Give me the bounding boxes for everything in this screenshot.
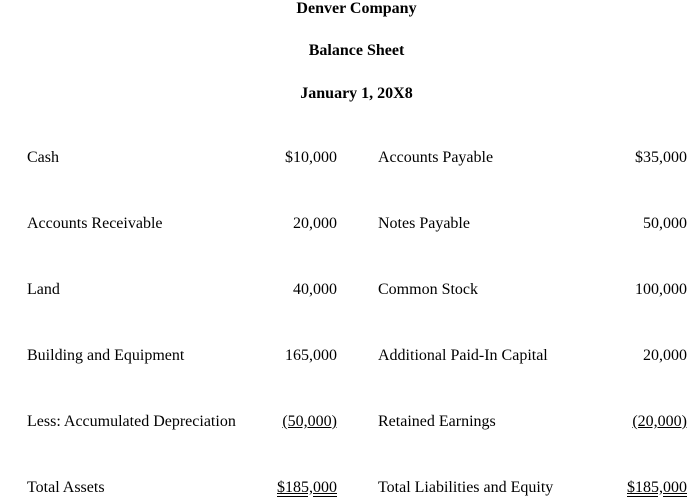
balance-row-totals — [0, 478, 689, 498]
balance-row-land — [0, 280, 689, 300]
liability-amount: $35,000 — [635, 149, 687, 166]
asset-amount: 165,000 — [285, 347, 337, 364]
total-liabilities-equity-amount: $185,000 — [627, 479, 687, 496]
liability-label: Additional Paid-In Capital — [378, 347, 548, 364]
asset-amount: (50,000) — [282, 413, 337, 430]
asset-amount: $10,000 — [285, 149, 337, 166]
balance-row-receivables — [0, 214, 689, 234]
liability-label: Notes Payable — [378, 215, 470, 232]
balance-row-building — [0, 346, 689, 366]
liability-label: Retained Earnings — [378, 413, 496, 430]
asset-amount: 40,000 — [293, 281, 337, 298]
liability-amount: (20,000) — [632, 413, 687, 430]
liability-amount: 50,000 — [643, 215, 687, 232]
asset-label: Land — [27, 281, 60, 298]
asset-amount: 20,000 — [293, 215, 337, 232]
total-assets-amount: $185,000 — [277, 479, 337, 496]
asset-label: Cash — [27, 149, 59, 166]
statement-title: Balance Sheet — [308, 42, 405, 59]
total-assets-label: Total Assets — [27, 479, 105, 496]
liability-amount: 100,000 — [635, 281, 687, 298]
balance-row-depreciation — [0, 412, 689, 432]
liability-amount: 20,000 — [643, 347, 687, 364]
company-name: Denver Company — [296, 0, 417, 17]
liability-label: Common Stock — [378, 281, 479, 298]
balance-row-cash — [0, 148, 689, 168]
asset-label: Less: Accumulated Depreciation — [27, 413, 236, 430]
asset-label: Building and Equipment — [27, 347, 185, 364]
statement-date: January 1, 20X8 — [300, 85, 413, 102]
total-liabilities-equity-label: Total Liabilities and Equity — [378, 479, 554, 496]
asset-label: Accounts Receivable — [27, 215, 163, 232]
liability-label: Accounts Payable — [378, 149, 494, 166]
